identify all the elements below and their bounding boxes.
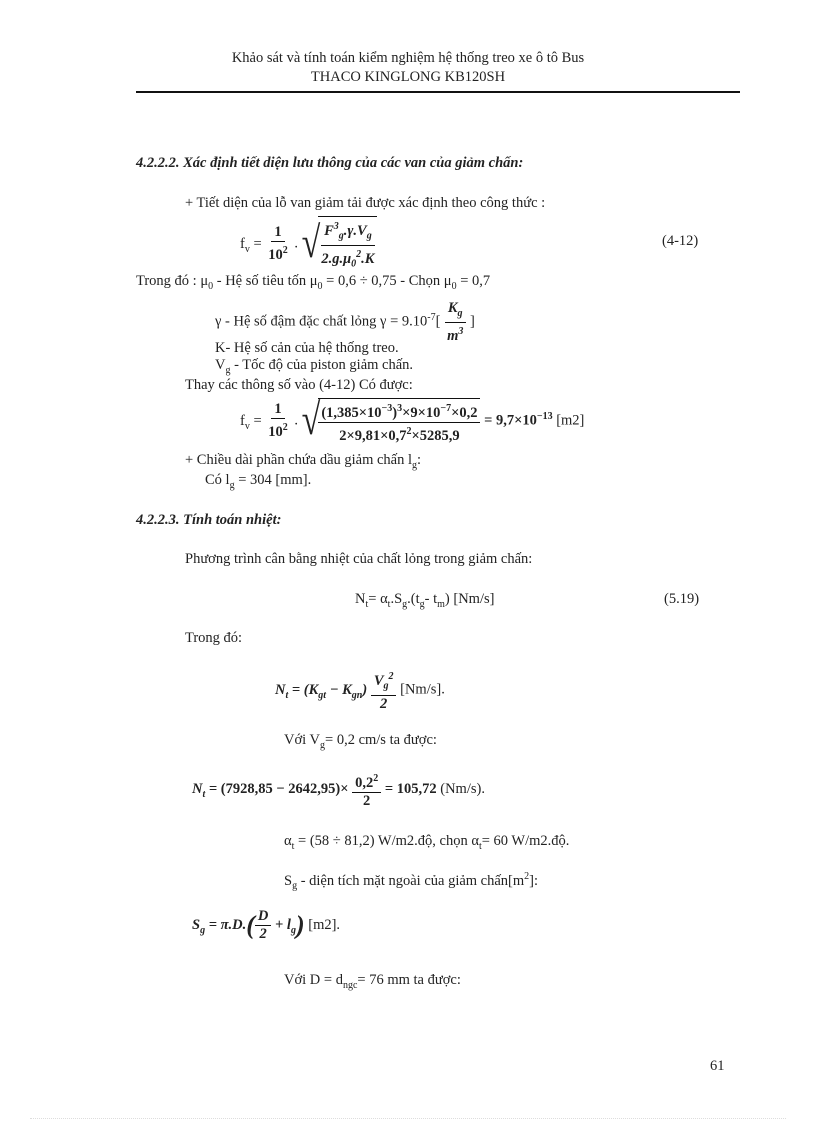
eq-fv-sqrt-num: F: [324, 222, 334, 239]
equation-heat: $N_t= \alpha_t.S_g.(t_g-$ $t_m$) [Nm/s]: [355, 591, 495, 610]
calc-num-end: ×0,2: [451, 404, 478, 421]
nt-calc-den: 2: [363, 792, 371, 809]
section-heading-4-2-2-2: 4.2.2.2. Xác định tiết diện lưu thông của các van của giảm chấn:: [136, 155, 524, 171]
alpha-choice: = 60 W/m2.độ.: [481, 833, 570, 849]
header-title: Khảo sát và tính toán kiểm nghiệm hệ thống treo xe ô tô Bus: [231, 50, 585, 66]
calc-num-exp: −3: [381, 403, 393, 414]
nt-calc: (7928,85 − 2642,95)×: [220, 781, 349, 798]
mu-choice: = 0,7: [456, 273, 491, 289]
length-label: + Chiều dài phần chứa dầu giảm chấn l: [185, 452, 413, 468]
eq-nt: N: [355, 591, 366, 607]
paragraph-heat-balance: Phương trình cân bằng nhiệt của chất lỏng trong giảm chấn:: [185, 551, 533, 567]
paragraph-valve-area: + Tiết diện của lỗ van giảm tải được xác định theo công thức :: [185, 195, 546, 211]
calc-num-tail-exp: −7: [440, 403, 452, 414]
eq-fv-num: 1: [271, 224, 284, 242]
nt-calc-unit: (Nm/s).: [440, 781, 485, 798]
equation-number-4-12: (4-12): [662, 233, 699, 249]
vg-definition: - Tốc độ của piston giảm chấn.: [230, 357, 414, 373]
gamma-line: γ - Hệ số đậm đặc chất lỏng $\gamma = 9.10^{-7}$[ $\frac{K_g}{m^3}$ ]: [215, 300, 475, 344]
equation-fv-calc: $f_v$ = $\frac{1}{10^2}$ . √ $\frac{(1,385\times 10^{-3})^3\times 9\times 10^{-7}\times 0,2}{2\times 9,81\times 0,7^2\times 5285,9}$ = $9,7\times 10^{-13}$ [m2]: [240, 396, 585, 445]
eq-nt-mid: = α: [368, 591, 388, 607]
equation-fv: $f_v$ = $\frac{1}{10^2}$ . √ $\frac{F^3_g.\gamma.V_g}{2.g.\mu_0^2.K}$: [240, 216, 377, 272]
k-definition: K- Hệ số cản của hệ thống treo.: [215, 340, 399, 356]
length-value: = 304 [mm].: [234, 472, 312, 488]
equation-nt-calc: $N_t = (7928,85 - 2642,95)\times$ $\frac{0,2^2}{2}$ = 105,72 (Nm/s).: [192, 770, 485, 810]
eq-fv-den: 10: [268, 247, 283, 264]
page-number: 61: [710, 1058, 725, 1074]
nt-formula-unit: [Nm/s].: [400, 681, 445, 698]
equation-nt-formula: $N_t = (K_{gt} - K_{gn})$ $\frac{V_g^2}{2}$ [Nm/s].: [275, 668, 445, 713]
sg-definition-tail: ]:: [529, 872, 539, 889]
header-rule: [136, 91, 740, 93]
length-line: + Chiều dài phần chứa dầu giảm chấn $l_g$:: [185, 452, 422, 471]
where-label-2: Trong đó:: [185, 630, 243, 646]
where-label: Trong đó : μ: [136, 273, 209, 289]
sg-definition: - diện tích mặt ngoài của giảm chấn[m: [297, 872, 525, 889]
alpha-line: $\alpha_t = (58 \div 81,2)$ W/m2.độ, chọn $\alpha_t= 60$ W/m2.độ.: [284, 833, 570, 852]
equation-sg: $S_g = \pi.D$.( $\frac{D}{2}$ + $l_g$) [m2].: [192, 908, 341, 942]
calc-num: (1,385×10: [321, 404, 382, 421]
calc-result: = 9,7×10: [484, 412, 537, 429]
nt-result: = 105,72: [384, 781, 437, 798]
sg-eq: = π.D.: [208, 916, 247, 933]
calc-unit: [m2]: [556, 412, 585, 429]
length-value-line: Có $l_g = 304$ [mm].: [205, 472, 312, 491]
eq-nt-units: [Nm/s]: [453, 591, 495, 607]
with-vg-value: = 0,2 cm/s ta được:: [325, 732, 437, 748]
calc-den: 2×9,81×0,7: [339, 427, 407, 444]
page-bottom-edge: [30, 1118, 786, 1119]
with-d-label: Với D = d: [284, 972, 343, 988]
section-heading-4-2-2-3: 4.2.2.3. Tính toán nhiệt:: [136, 512, 282, 528]
with-d-line: Với $D = d_{ngc}= 76$ mm ta được:: [284, 972, 461, 991]
header-subtitle: THACO KINGLONG KB120SH: [310, 69, 506, 85]
with-vg-label: Với V: [284, 732, 321, 748]
nt-calc-num: 0,2: [355, 774, 374, 791]
equation-number-5-19: (5.19): [664, 591, 700, 607]
gamma-definition: γ - Hệ số đậm đặc chất lỏng γ = 9.10: [215, 313, 428, 330]
mu-range: = 0,6 ÷ 0,75 - Chọn μ: [322, 273, 452, 289]
with-vg-line: Với $V_g= 0,2$ cm/s ta được:: [284, 732, 437, 751]
calc-num-tail: ×9×10: [402, 404, 441, 421]
with-d-value: = 76 mm ta được:: [357, 972, 461, 988]
eq-fv-sqrt-den: 2.g.μ: [321, 250, 352, 267]
calc-result-exp: −13: [536, 410, 553, 422]
sg-unit: [m2].: [308, 916, 341, 933]
alpha-range: = (58 ÷ 81,2) W/m2.độ, chọn α: [294, 833, 479, 849]
gamma-exponent: -7: [427, 311, 436, 323]
substitution-line: Thay các thông số vào (4-12) Có được:: [185, 377, 413, 393]
mu-definition: - Hệ số tiêu tốn μ: [213, 273, 318, 289]
where-mu-line: Trong đó : $\mu_0$ - Hệ số tiêu tốn $\mu_0 = 0,6 \div 0,75$ - Chọn $\mu_0 = 0,7$: [136, 273, 491, 292]
calc-den-tail: ×5285,9: [411, 427, 460, 444]
vg-line: $V_g$ - Tốc độ của piston giảm chấn.: [215, 357, 414, 376]
sg-definition-line: $S_g$ - diện tích mặt ngoài của giảm $chấn[m^2]$:: [284, 871, 539, 892]
